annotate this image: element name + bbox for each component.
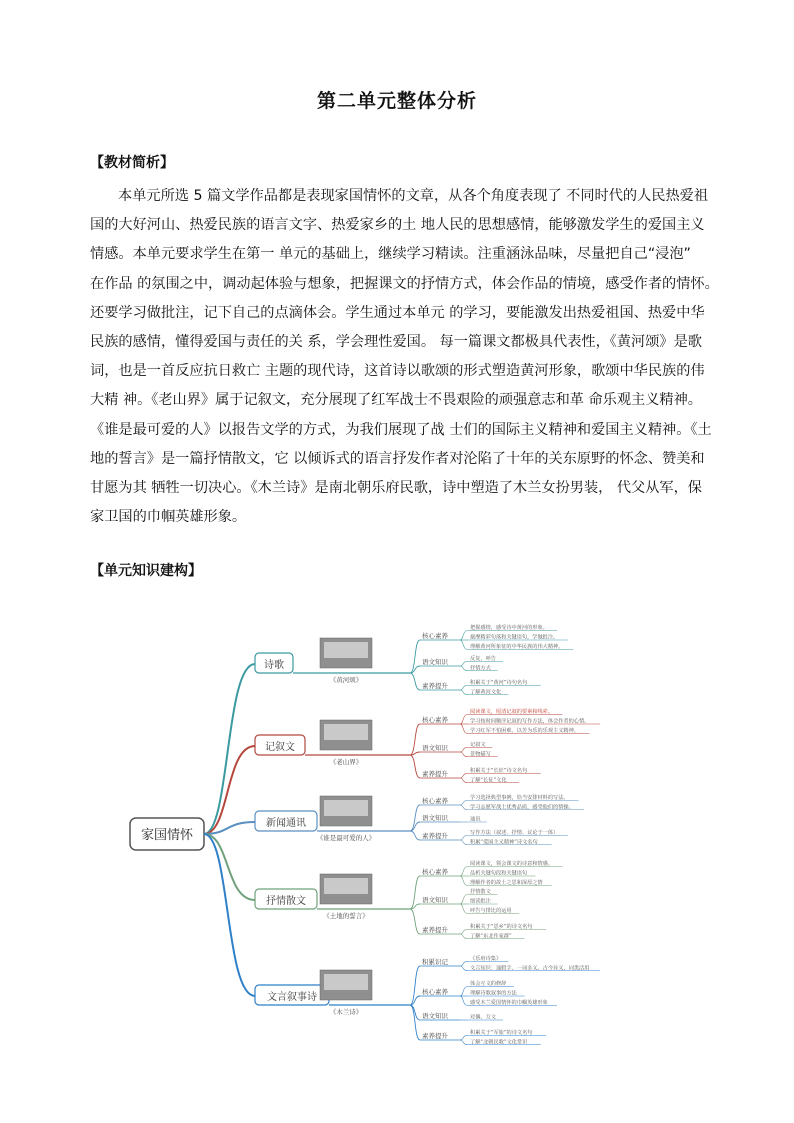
- group-label: 语文知识: [422, 814, 448, 822]
- paragraph-line: 甘愿为其 牺牲一切决心。《木兰诗》是南北朝乐府民歌，诗中塑造了木兰女扮男装， 代父从军，保: [90, 480, 702, 497]
- leaf-item-text: 了解黄河文化: [470, 689, 502, 696]
- paragraph-line: 民族的感情，懂得爱国与责任的关 系，学会理性爱国。 每一篇课文都极具代表性，《黄河颂》是歌: [90, 334, 702, 351]
- branch-node-label: 记叙文: [265, 742, 295, 753]
- group-label: 核心素养: [422, 868, 448, 876]
- leaf-item-text: 学习红军不怕困难、以苦为乐的乐观主义精神。: [470, 728, 579, 734]
- item-connector: [460, 966, 468, 971]
- work-illustration-detail: [324, 878, 368, 894]
- item-connector: [460, 876, 468, 886]
- item-connector: [460, 1040, 468, 1045]
- item-connector: [460, 666, 468, 671]
- leaf-item-text: 学习志愿军战士优秀品质，感受他们的情操。: [470, 804, 574, 811]
- group-label: 素养提升: [422, 770, 448, 778]
- work-title: 《黄河颂》: [329, 676, 363, 684]
- branch-node-label: 抒情散文: [266, 896, 306, 907]
- root-node-label: 家国情怀: [140, 828, 194, 843]
- group-connector: [410, 755, 420, 778]
- page-title: 第二单元整体分析: [316, 90, 477, 112]
- item-connector: [460, 840, 468, 845]
- group-connector: [410, 1005, 420, 1040]
- group-connector: [410, 724, 420, 755]
- group-label: 语文知识: [422, 1012, 448, 1020]
- group-connector: [410, 831, 420, 840]
- leaf-item-text: 了解“东北作家群”: [470, 933, 512, 940]
- leaf-item-text: 积累关于“军旅”的诗文名句: [470, 1029, 533, 1036]
- item-connector: [460, 929, 468, 934]
- item-connector: [460, 773, 468, 778]
- paragraph-line: 家卫国的巾帼英雄形象。: [90, 509, 247, 526]
- work-title: 《谁是最可爱的人》: [316, 834, 376, 842]
- leaf-item-text: 《乐府诗集》: [470, 955, 502, 962]
- leaf-item-text: 理解作者的故土之思和深厚之情: [470, 880, 543, 886]
- paragraph-line: 情感。本单元要求学生在第一 单元的基础上，继续学习精读。注重涵泳品味，尽量把自己“浸泡”: [90, 246, 691, 263]
- paragraph-line: 国的大好河山、热爱民族的语言文字、热爱家乡的土 地人民的思想感情，能够激发学生的爱国主义: [90, 217, 705, 234]
- item-connector: [460, 661, 468, 666]
- branch-connector: [204, 834, 255, 996]
- leaf-item-text: 通讯: [470, 816, 481, 823]
- item-connector: [460, 835, 468, 840]
- group-label: 核心素养: [422, 632, 448, 640]
- paragraph-line: 地的誓言》是一篇抒情散文，它 以倾诉式的语言抒发作者对沦陷了十年的关东原野的怀念、赞美和: [90, 450, 705, 467]
- leaf-item-text: 积累关于“思乡”的诗文名句: [470, 923, 533, 930]
- item-connector: [460, 987, 468, 997]
- leaf-item-text: 积累“爱国主义精神”诗文名句: [470, 839, 538, 846]
- leaf-item-text: 阅读课文，领会课文的诗意和情感。: [470, 861, 554, 867]
- item-connector: [460, 752, 468, 757]
- group-label: 语文知识: [422, 744, 448, 752]
- item-connector: [460, 724, 468, 734]
- leaf-item-text: 对偶、互文: [470, 1014, 496, 1021]
- leaf-item-text: 学习按时间顺序记叙的写作方法，体会作者的心情。: [470, 718, 590, 725]
- leaf-item-text: 揣摩精彩句落和关键语句，学做批注。: [470, 634, 559, 641]
- item-connector: [460, 747, 468, 752]
- leaf-item-text: 了解“长征”文化: [470, 777, 507, 784]
- group-label: 素养提升: [422, 1032, 448, 1040]
- leaf-item-text: 品析关键句段和关键语句: [470, 870, 528, 877]
- item-connector: [460, 996, 468, 1006]
- work-illustration-detail: [324, 642, 368, 658]
- item-connector: [460, 895, 468, 905]
- leaf-item-text: 积累关于“黄河”诗句名句: [470, 679, 528, 686]
- branch-connector: [204, 834, 255, 900]
- leaf-item-text: 反复，呼告: [470, 655, 496, 662]
- paragraph-line: 词，也是一首反应抗日救亡 主题的现代诗，这首诗以歌颂的形式塑造黄河形象，歌颂中华民族的伟: [90, 363, 705, 380]
- paragraph-line: 在作品 的氛围之中，调动起体验与想象，把握课文的抒情方式，体会作品的情境，感受作者的情怀。: [90, 275, 719, 292]
- item-connector: [460, 685, 468, 690]
- item-connector: [460, 805, 468, 810]
- leaf-item-text: 写作方法（叙述、抒情、议论于一体）: [470, 829, 559, 836]
- group-connector: [410, 640, 420, 673]
- item-connector: [460, 690, 468, 695]
- analysis-paragraph: [90, 182, 719, 532]
- item-connector: [460, 715, 468, 725]
- leaf-item-text: 感受木兰爱国情怀的巾帼英雄形象: [470, 1000, 548, 1006]
- leaf-item-text: 把握感情，感受诗中黄河的形象。: [470, 625, 548, 631]
- leaf-item-text: 积累关于“长征”诗文名句: [470, 767, 528, 774]
- item-connector: [460, 961, 468, 966]
- work-title: 《土地的誓言》: [323, 912, 369, 920]
- group-label: 素养提升: [422, 926, 448, 934]
- leaf-item-text: 了解“北朝民歌”文化常识: [470, 1039, 528, 1046]
- item-connector: [460, 640, 468, 650]
- leaf-item-text: 理解诗歌叙事的方法: [470, 990, 517, 997]
- item-connector: [460, 934, 468, 939]
- paragraph-line: 本单元所选 5 篇文学作品都是表现家国情怀的文章，从各个角度表现了 不同时代的人民热爱祖: [118, 188, 709, 204]
- leaf-item-text: 景物描写: [470, 751, 491, 758]
- leaf-item-text: 抒情散文: [470, 889, 491, 895]
- work-title: 《老山界》: [329, 758, 363, 766]
- group-label: 积累识记: [422, 958, 448, 966]
- group-label: 核心素养: [422, 716, 448, 724]
- group-connector: [410, 966, 420, 1005]
- section-heading-knowledge-construction: 【单元知识建构】: [90, 563, 202, 579]
- group-connector: [410, 909, 420, 934]
- leaf-item-text: 体会互文的修辞: [470, 981, 507, 987]
- work-title: 《木兰诗》: [329, 1008, 363, 1016]
- work-illustration-detail: [324, 800, 368, 816]
- paragraph-line: 还要学习做批注，记下自己的点滴体会。学生通过本单元 的学习，要能激发出热爱祖国、热爱中华: [90, 304, 705, 321]
- item-connector: [460, 1035, 468, 1040]
- section-heading-textbook-analysis: 【教材简析】: [90, 155, 174, 171]
- leaf-item-text: 阅读课文，厘清记叙的要素和线索。: [470, 709, 554, 715]
- item-connector: [460, 778, 468, 783]
- group-label: 素养提升: [422, 832, 448, 840]
- leaf-item-text: 理解黄河所象征的中华民族的伟大精神。: [470, 644, 564, 650]
- branch-node-label: 新闻通讯: [266, 818, 306, 829]
- group-label: 语文知识: [422, 896, 448, 904]
- group-connector: [410, 673, 420, 690]
- group-connector: [410, 1005, 420, 1020]
- leaf-item-text: 文言知识：通假字、一词多义、古今异义、词类活用: [470, 965, 590, 972]
- branch-connector: [204, 746, 255, 834]
- leaf-item-text: 抒情方式: [470, 665, 491, 672]
- item-connector: [460, 631, 468, 641]
- branch-node-label: 诗歌: [264, 660, 284, 671]
- mindmap-canvas: [120, 600, 680, 1060]
- unit-mindmap: [120, 600, 680, 1060]
- group-label: 核心素养: [422, 988, 448, 996]
- paragraph-line: 大精 神。《老山界》属于记叙文，充分展现了红军战士不畏艰险的顽强意志和革 命乐观主义精神。: [90, 392, 702, 409]
- leaf-item-text: 学习选择典型事例，恰当安排材料的写法。: [470, 794, 569, 801]
- work-illustration-detail: [324, 974, 368, 990]
- group-label: 素养提升: [422, 682, 448, 690]
- work-illustration-detail: [324, 724, 368, 740]
- item-connector: [460, 904, 468, 914]
- branch-node-label: 文言叙事诗: [267, 992, 317, 1003]
- leaf-item-text: 呼告与排比的运用: [470, 908, 512, 914]
- paragraph-line: 《谁是最可爱的人》以报告文学的方式，为我们展现了战 士们的国际主义精神和爱国主义精神。《土: [90, 421, 712, 438]
- leaf-item-text: 细读批注: [470, 898, 491, 905]
- group-label: 核心素养: [422, 797, 448, 805]
- item-connector: [460, 867, 468, 877]
- item-connector: [460, 800, 468, 805]
- group-label: 语文知识: [422, 658, 448, 666]
- leaf-item-text: 记叙文: [470, 741, 486, 748]
